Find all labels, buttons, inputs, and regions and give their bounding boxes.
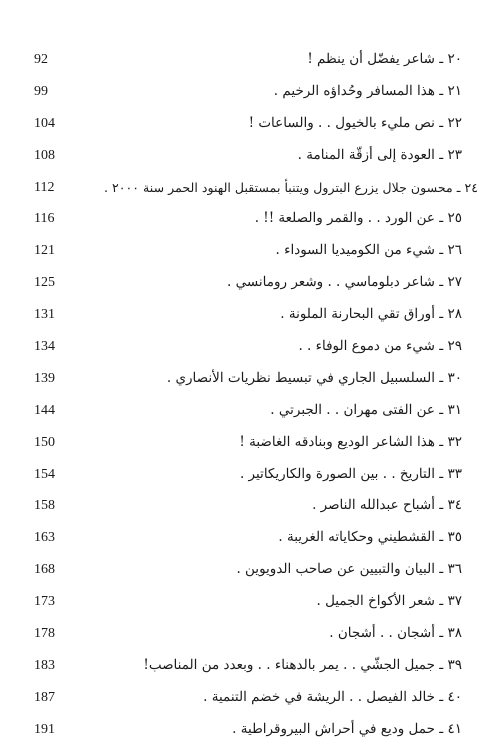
toc-title: ٣٥ ـ القشطيني وحكاياته الغريبة . [278,529,462,546]
toc-page-number: 154 [34,466,55,482]
toc-page-number: 191 [34,721,55,737]
toc-title: ٣٨ ـ أشجان . . أشجان . [329,625,462,642]
toc-title: ٣١ ـ عن الفتى مهران . . الجبرتي . [270,401,462,418]
toc-entry [0,427,500,459]
toc-page-number: 187 [34,689,55,705]
toc-title: ٢٢ ـ نص مليء بالخيول . . والساعات ! [248,114,462,131]
toc-entry [0,44,500,76]
toc-page-number: 150 [34,434,55,450]
toc-title: ٢٣ ـ العودة إلى أزقّة المنامة . [297,146,462,163]
toc-page-number: 183 [34,657,55,673]
toc-title: ٤١ ـ حمل وديع في أحراش البيروقراطية . [232,720,462,737]
toc-entry [0,395,500,427]
toc-entry [0,618,500,650]
toc-page-number: 139 [34,370,55,386]
toc-page-number: 121 [34,243,55,259]
toc-page-number: 173 [34,594,55,610]
toc-title: ٢٥ ـ عن الورد . . والقمر والصلعة !! . [254,210,462,227]
toc-title: ٢١ ـ هذا المسافر وحُداؤه الرخيم . [273,82,462,99]
toc-entry [0,650,500,682]
toc-entry [0,522,500,554]
toc-title: ٣٣ ـ التاريخ . . بين الصورة والكاريكاتير . [239,465,462,482]
toc-entry [0,267,500,299]
toc-title: ٣٧ ـ شعر الأكواخ الجميل . [316,593,462,610]
toc-entry [0,459,500,491]
toc-entry [0,108,500,140]
toc-page-number: 125 [34,275,55,291]
table-of-contents [0,44,500,746]
toc-title: ٣٦ ـ البيان والتبيين عن صاحب الدويوين . [236,561,462,578]
toc-page-number: 134 [34,339,55,355]
toc-title: ٢٦ ـ شيء من الكوميديا السوداء . [275,242,462,259]
toc-entry [0,586,500,618]
toc-title: ٢٩ ـ شيء من دموع الوفاء . . [298,338,462,355]
toc-page-number: 131 [34,307,55,323]
toc-title: ٣٤ ـ أشباح عبدالله الناصر . [312,497,462,514]
toc-entry [0,363,500,395]
toc-page-number: 158 [34,498,55,514]
toc-page-number: 112 [34,179,55,195]
toc-entry [0,554,500,586]
toc-entry [0,682,500,714]
toc-title: ٢٤ ـ محسون جلال يزرع البترول ويتنبأ بمستقبل الهنود الحمر سنة ٢٠٠٠ . [103,179,478,195]
toc-title: ٢٨ ـ أوراق تقي البحارنة الملونة . [280,306,462,323]
toc-page-number: 163 [34,530,55,546]
toc-page-number: 92 [34,52,48,67]
toc-entry [0,172,500,204]
toc-page-number: 144 [34,402,55,418]
toc-page-number: 168 [34,562,55,578]
toc-page-number: 99 [34,83,48,99]
toc-page-number: 178 [34,626,55,642]
toc-title: ٣٩ ـ جميل الجشّي . . يمر بالدهناء . . وبعدد من المناصب! [143,656,462,673]
toc-title: ٣٠ ـ السلسبيل الجاري في تبسيط نظريات الأنصاري . [166,369,462,386]
toc-entry [0,76,500,108]
toc-title: ٢٠ ـ شاعر يفضّل أن ينظم ! [307,51,462,67]
toc-page-number: 104 [34,115,55,131]
toc-page-number: 108 [34,147,55,163]
toc-entry [0,235,500,267]
toc-entry [0,714,500,746]
toc-title: ٢٧ ـ شاعر دبلوماسي . . وشعر رومانسي . [227,274,462,291]
toc-title: ٣٢ ـ هذا الشاعر الوديع وبنادقه الغاضبة ! [239,433,462,450]
toc-entry [0,140,500,172]
toc-entry [0,299,500,331]
toc-entry [0,331,500,363]
toc-entry [0,203,500,235]
toc-entry [0,490,500,522]
toc-page-number: 116 [34,211,55,227]
toc-title: ٤٠ ـ خالد الفيصل . . الريشة في خضم التنمية . [203,688,462,705]
